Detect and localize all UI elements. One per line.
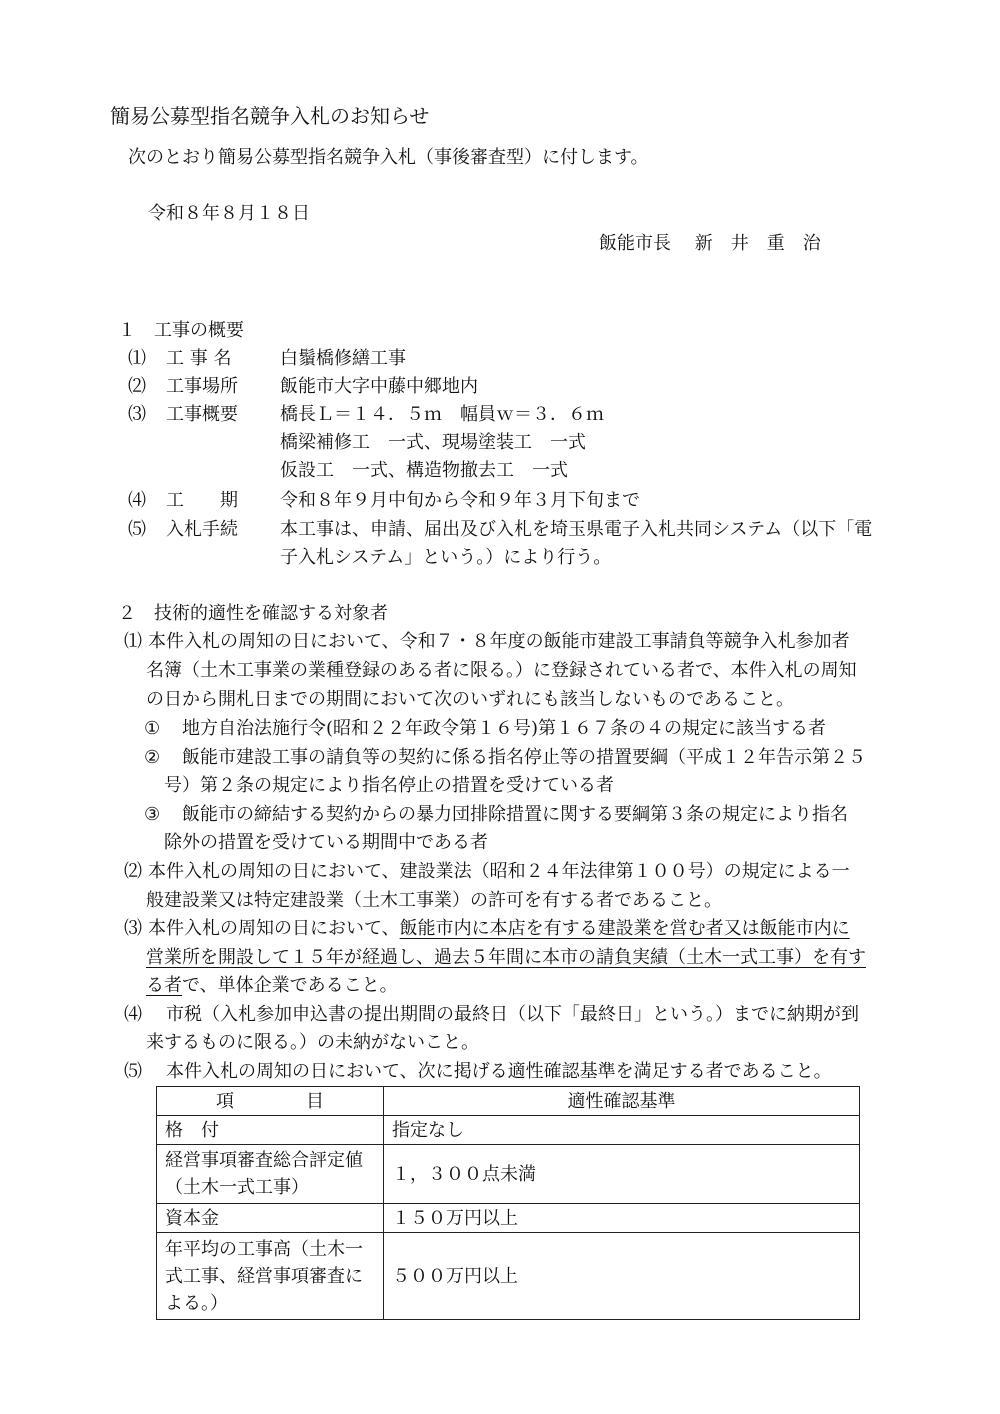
table-row [157,1145,860,1204]
section2-heading: ２ 技術的適性を確認する対象者 [118,603,388,624]
table-row [157,1204,860,1233]
s1-item-label: 工 期 [166,490,238,511]
table-header-item: 項 目 [157,1087,384,1116]
s1-item-num: ⑴ [128,348,146,369]
s2-para-line: 本件入札の周知の日において、次に掲げる適性確認基準を満足する者であること。 [166,1061,832,1082]
table-cell-line: （土木一式工事） [165,1177,309,1198]
s2-para-num: ⑸ [124,1061,142,1082]
s1-item-value: 飯能市大字中藤中郷地内 [280,376,478,397]
s2-para-num: ⑷ [124,1004,142,1025]
criteria-table [156,1086,860,1320]
s2-underlined-text: 営業所を開設して１５年が経過し、過去５年間に本市の請負実績（土木一式工事）を有す [146,947,866,968]
s2-para-line: 本件入札の周知の日において、建設業法（昭和２４年法律第１００号）の規定による一 [148,861,850,882]
s2-para-line: 来するものに限る。）の未納がないこと。 [146,1032,479,1053]
s2-underlined-text: る者 [146,975,182,996]
s2-sub-line: 飯能市建設工事の請負等の契約に係る指名停止等の措置要綱（平成１２年告示第２５ [182,747,866,768]
s1-item-num: ⑶ [128,404,146,425]
table-header-row [157,1087,860,1116]
s2-para-text: 本件入札の周知の日において、 [148,918,400,939]
s2-sub-line: 除外の措置を受けている期間中である者 [164,832,488,853]
s2-para-text: で、単体企業であること。 [182,975,398,996]
s1-item-num: ⑷ [128,490,146,511]
s2-sub-mark: ② [144,747,161,768]
table-cell-item [157,1145,384,1204]
s2-para-num: ⑶ [124,918,142,939]
s2-para-line: 名簿（土木工事業の業種登録のある者に限る。）に登録されている者で、本件入札の周知 [146,660,857,681]
table-cell-item: 資本金 [157,1204,384,1233]
s2-para-line [146,944,866,972]
s1-item-label: 工事場所 [166,376,238,397]
s1-item-value: 白鬚橋修繕工事 [280,348,406,369]
s2-para-line: の日から開札日までの期間において次のいずれにも該当しないものであること。 [146,689,794,710]
table-cell-line: よる。） [165,1292,228,1314]
page-title: 簡易公募型指名競争入札のお知らせ [110,104,430,128]
s2-para-num: ⑵ [124,861,142,882]
s2-para-line: 般建設業又は特定建設業（土木工事業）の許可を有する者であること。 [146,890,722,911]
s2-sub-line: 地方自治法施行令(昭和２２年政令第１６号)第１６７条の４の規定に該当する者 [182,718,827,739]
s2-para-line [146,972,398,1000]
table-cell-line: 式工事、経営事項審査に [165,1265,363,1287]
issuer-name: 飯能市長 新 井 重 治 [599,233,821,254]
s1-item-label: 工 事 名 [166,348,232,369]
s1-item-value: 子入札システム」という。）により行う。 [280,547,612,568]
s2-para-line: 本件入札の周知の日において、令和７・８年度の飯能市建設工事請負等競争入札参加者 [148,631,850,652]
s1-item-value: 本工事は、申請、届出及び入札を埼玉県電子入札共同システム（以下「電 [280,519,873,540]
table-cell-line: 経営事項審査総合評定値 [165,1150,363,1171]
s2-sub-mark: ① [144,718,161,739]
table-cell-value: 指定なし [384,1116,860,1145]
s2-para-num: ⑴ [124,631,142,652]
table-row [157,1233,860,1320]
table-cell-value: １，３００点未満 [384,1145,860,1204]
s1-item-value: 橋梁補修工 一式、現場塗装工 一式 [280,432,586,453]
s1-item-value: 橋長Ｌ＝１４．５ｍ 幅員ｗ＝３．６ｍ [280,404,604,425]
table-cell-item: 格 付 [157,1116,384,1145]
s1-item-num: ⑸ [128,519,146,540]
table-header-criteria: 適性確認基準 [384,1087,860,1116]
table-cell-item [157,1233,384,1320]
s1-item-value: 令和８年９月中旬から令和９年３月下旬まで [280,490,640,511]
section1-heading: １ 工事の概要 [118,320,244,341]
s2-underlined-text: 飯能市内に本店を有する建設業を営む者又は飯能市内に [399,918,850,939]
s1-item-value: 仮設工 一式、構造物撤去工 一式 [280,460,568,481]
table-cell-value: １５０万円以上 [384,1204,860,1233]
s1-item-label: 入札手続 [166,519,238,540]
intro-text: 次のとおり簡易公募型指名競争入札（事後審査型）に付します。 [128,147,649,168]
table-row [157,1116,860,1145]
notice-date: 令和８年８月１８日 [148,203,310,224]
s1-item-num: ⑵ [128,376,146,397]
table-cell-value: ５００万円以上 [384,1233,860,1320]
table-cell-line: 年平均の工事高（土木一 [165,1238,363,1260]
s2-sub-mark: ③ [144,804,161,825]
s2-para-line: 市税（入札参加申込書の提出期間の最終日（以下「最終日」という。）までに納期が到 [166,1004,859,1025]
s2-sub-line: 飯能市の締結する契約からの暴力団排除措置に関する要綱第３条の規定により指名 [182,804,848,825]
s2-sub-line: 号）第２条の規定により指名停止の措置を受けている者 [164,775,614,796]
s1-item-label: 工事概要 [166,404,238,425]
s2-para-line [148,915,850,943]
